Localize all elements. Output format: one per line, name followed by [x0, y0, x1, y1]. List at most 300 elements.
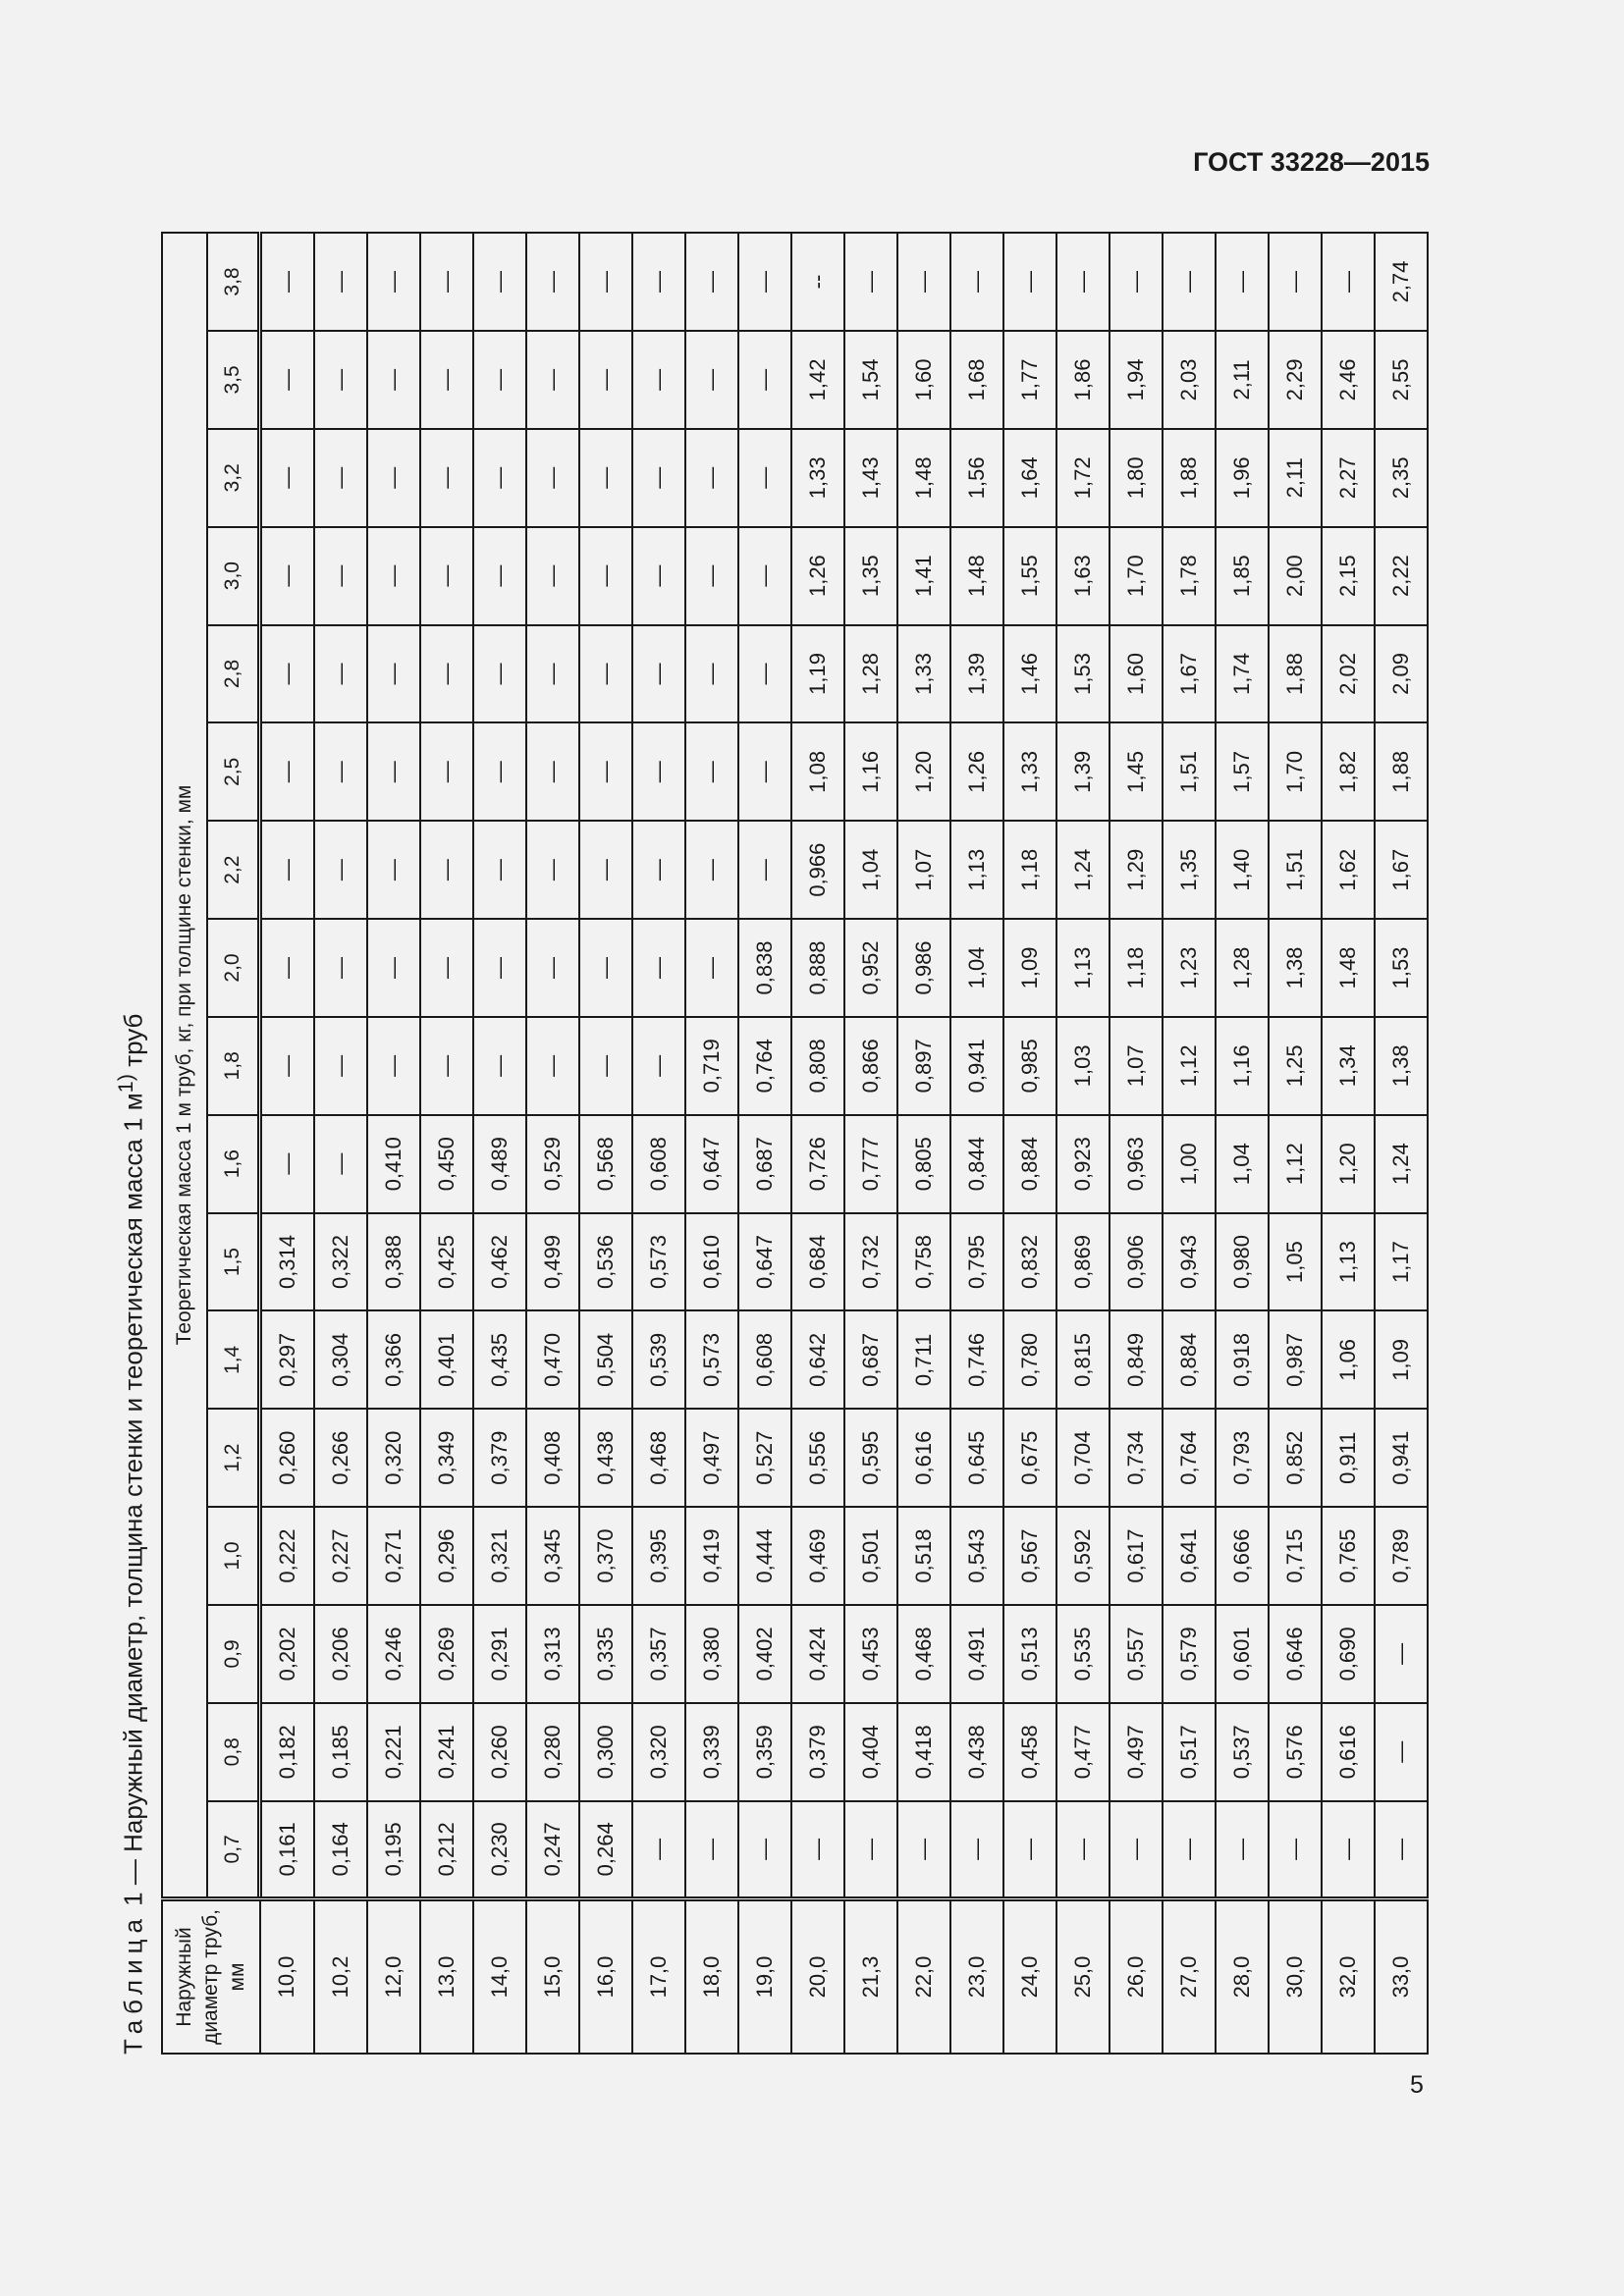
mass-cell: —	[420, 1017, 473, 1115]
thickness-header-cell: 0,8	[207, 1703, 260, 1801]
mass-cell: 0,764	[738, 1017, 791, 1115]
table-row	[897, 233, 950, 2054]
mass-cell: 1,88	[1163, 429, 1216, 527]
mass-cell: —	[844, 233, 897, 331]
mass-cell: 0,489	[473, 1115, 526, 1213]
mass-cell: 0,765	[1322, 1507, 1375, 1605]
mass-cell: —	[897, 1801, 950, 1899]
mass-cell: 0,366	[367, 1310, 420, 1409]
mass-cell: —	[632, 233, 685, 331]
mass-cell: —	[791, 1801, 844, 1899]
mass-cell: 0,573	[685, 1310, 738, 1409]
mass-cell: 1,48	[950, 527, 1003, 625]
diameter-cell: 22,0	[897, 1899, 950, 2055]
mass-cell: —	[420, 821, 473, 919]
mass-cell: 1,67	[1163, 625, 1216, 723]
mass-cell: —	[420, 625, 473, 723]
thickness-header-cell: 1,0	[207, 1507, 260, 1605]
mass-cell: —	[473, 821, 526, 919]
mass-cell: 0,579	[1163, 1605, 1216, 1703]
mass-cell: —	[314, 1017, 367, 1115]
mass-cell: 1,13	[1322, 1213, 1375, 1311]
mass-cell: 0,980	[1216, 1213, 1269, 1311]
mass-cell: 0,438	[579, 1409, 632, 1507]
mass-cell: 0,402	[738, 1605, 791, 1703]
table-row	[314, 233, 367, 2054]
mass-cell: 1,64	[1003, 429, 1056, 527]
mass-cell: 1,40	[1216, 821, 1269, 919]
mass-cell: 1,35	[1163, 821, 1216, 919]
mass-cell: —	[950, 1801, 1003, 1899]
mass-cell: 0,222	[260, 1507, 315, 1605]
mass-cell: —	[1110, 1801, 1163, 1899]
mass-cell: —	[1056, 1801, 1110, 1899]
mass-cell: —	[420, 919, 473, 1017]
mass-cell: —	[314, 233, 367, 331]
thickness-header-cell: 1,2	[207, 1409, 260, 1507]
mass-cell: 0,418	[897, 1703, 950, 1801]
mass-cell: 1,34	[1322, 1017, 1375, 1115]
mass-cell: 1,62	[1322, 821, 1375, 919]
mass-cell: 0,266	[314, 1409, 367, 1507]
table-row	[473, 233, 526, 2054]
mass-cell: 0,271	[367, 1507, 420, 1605]
mass-cell: —	[473, 527, 526, 625]
mass-cell: —	[685, 919, 738, 1017]
mass-cell: —	[314, 722, 367, 821]
mass-cell: —	[526, 331, 579, 429]
mass-cell: 0,260	[260, 1409, 315, 1507]
mass-cell: 0,357	[632, 1605, 685, 1703]
mass-cell: —	[632, 1801, 685, 1899]
mass-cell: 0,666	[1216, 1507, 1269, 1605]
mass-cell: 0,499	[526, 1213, 579, 1311]
mass-cell: 0,247	[526, 1801, 579, 1899]
diameter-cell: 17,0	[632, 1899, 685, 2055]
mass-cell: 1,68	[950, 331, 1003, 429]
mass-cell: 0,732	[844, 1213, 897, 1311]
mass-cell: 0,497	[1110, 1703, 1163, 1801]
mass-cell: 0,941	[950, 1017, 1003, 1115]
mass-cell: 0,592	[1056, 1507, 1110, 1605]
mass-cell: 0,617	[1110, 1507, 1163, 1605]
mass-cell: 0,291	[473, 1605, 526, 1703]
mass-cell: 2,46	[1322, 331, 1375, 429]
mass-cell: 0,647	[685, 1115, 738, 1213]
thickness-header-cell: 3,8	[207, 233, 260, 331]
mass-cell: 1,13	[1056, 919, 1110, 1017]
mass-cell: —	[526, 1017, 579, 1115]
caption-label: Таблица	[118, 1913, 148, 2055]
mass-cell: —	[1216, 233, 1269, 331]
diameter-cell: 32,0	[1322, 1899, 1375, 2055]
mass-cell: 1,60	[1110, 625, 1163, 723]
mass-cell: 0,513	[1003, 1605, 1056, 1703]
table-row	[950, 233, 1003, 2054]
mass-cell: —	[685, 527, 738, 625]
mass-cell: 1,67	[1375, 821, 1428, 919]
mass-cell: —	[526, 625, 579, 723]
mass-cell: 0,444	[738, 1507, 791, 1605]
mass-cell: —	[738, 625, 791, 723]
mass-cell: 0,687	[844, 1310, 897, 1409]
mass-cell: —	[632, 331, 685, 429]
mass-cell: —	[632, 919, 685, 1017]
mass-cell: 0,182	[260, 1703, 315, 1801]
mass-cell: —	[579, 331, 632, 429]
mass-cell: —	[260, 1115, 315, 1213]
mass-cell: 0,297	[260, 1310, 315, 1409]
mass-cell: 0,537	[1216, 1703, 1269, 1801]
mass-cell: 0,573	[632, 1213, 685, 1311]
thickness-header-cell: 3,5	[207, 331, 260, 429]
mass-cell: —	[473, 919, 526, 1017]
mass-cell: 0,370	[579, 1507, 632, 1605]
mass-cell: 0,986	[897, 919, 950, 1017]
mass-cell: 1,46	[1003, 625, 1056, 723]
mass-cell: 2,11	[1216, 331, 1269, 429]
mass-cell: 0,568	[579, 1115, 632, 1213]
mass-cell: 1,70	[1269, 722, 1322, 821]
mass-cell: 0,746	[950, 1310, 1003, 1409]
table-row	[685, 233, 738, 2054]
mass-cell: 0,349	[420, 1409, 473, 1507]
mass-cell: 0,313	[526, 1605, 579, 1703]
mass-cell: 1,39	[950, 625, 1003, 723]
mass-cell: 1,43	[844, 429, 897, 527]
mass-cell: 1,04	[844, 821, 897, 919]
mass-cell: 0,339	[685, 1703, 738, 1801]
mass-cell: —	[738, 821, 791, 919]
mass-cell: —	[579, 1017, 632, 1115]
thickness-header-row	[207, 233, 260, 2054]
mass-cell: —	[260, 429, 315, 527]
mass-cell: 1,78	[1163, 527, 1216, 625]
diameter-cell: 18,0	[685, 1899, 738, 2055]
mass-cell: 0,468	[897, 1605, 950, 1703]
mass-cell: —	[473, 331, 526, 429]
mass-cell: 0,404	[844, 1703, 897, 1801]
mass-cell: —	[579, 429, 632, 527]
mass-cell: —	[526, 919, 579, 1017]
mass-cell: —	[1003, 233, 1056, 331]
mass-cell: 1,51	[1269, 821, 1322, 919]
mass-cell: 0,844	[950, 1115, 1003, 1213]
mass-cell: —	[473, 429, 526, 527]
mass-cell: 0,518	[897, 1507, 950, 1605]
mass-cell: 1,18	[1003, 821, 1056, 919]
mass-cell: 0,401	[420, 1310, 473, 1409]
mass-cell: —	[579, 919, 632, 1017]
mass-cell: 2,22	[1375, 527, 1428, 625]
mass-cell: 0,320	[367, 1409, 420, 1507]
mass-cell: —	[738, 527, 791, 625]
mass-cell: 0,647	[738, 1213, 791, 1311]
mass-cell: 0,795	[950, 1213, 1003, 1311]
diameter-cell: 21,3	[844, 1899, 897, 2055]
mass-cell: —	[367, 331, 420, 429]
mass-cell: 1,19	[791, 625, 844, 723]
thickness-header-cell: 2,2	[207, 821, 260, 919]
table-row	[738, 233, 791, 2054]
mass-cell: 0,527	[738, 1409, 791, 1507]
mass-cell: 1,07	[1110, 1017, 1163, 1115]
mass-cell: —	[632, 527, 685, 625]
mass-cell: 1,24	[1056, 821, 1110, 919]
mass-cell: —	[738, 233, 791, 331]
mass-cell: —	[579, 821, 632, 919]
mass-cell: —	[844, 1801, 897, 1899]
mass-cell: —	[632, 429, 685, 527]
mass-cell: 0,832	[1003, 1213, 1056, 1311]
mass-cell: 1,16	[1216, 1017, 1269, 1115]
mass-cell: 1,18	[1110, 919, 1163, 1017]
mass-cell: 0,815	[1056, 1310, 1110, 1409]
mass-cell: 0,195	[367, 1801, 420, 1899]
mass-cell: —	[473, 722, 526, 821]
mass-cell: 2,11	[1269, 429, 1322, 527]
mass-cell: 0,616	[1322, 1703, 1375, 1801]
table-row	[420, 233, 473, 2054]
mass-cell: —	[526, 527, 579, 625]
mass-cell: 0,504	[579, 1310, 632, 1409]
thickness-header-cell: 3,2	[207, 429, 260, 527]
mass-cell: 1,48	[897, 429, 950, 527]
mass-cell: 0,469	[791, 1507, 844, 1605]
mass-cell: 1,08	[791, 722, 844, 821]
mass-cell: 1,06	[1322, 1310, 1375, 1409]
mass-cell: 0,608	[738, 1310, 791, 1409]
mass-cell: —	[579, 527, 632, 625]
mass-cell: 0,805	[897, 1115, 950, 1213]
mass-cell: 0,280	[526, 1703, 579, 1801]
mass-cell: 0,852	[1269, 1409, 1322, 1507]
mass-cell: —	[260, 1017, 315, 1115]
diameter-cell: 15,0	[526, 1899, 579, 2055]
mass-cell: 0,314	[260, 1213, 315, 1311]
mass-cell: —	[260, 625, 315, 723]
rotated-table-block	[106, 232, 1429, 2055]
diameter-cell: 23,0	[950, 1899, 1003, 2055]
mass-cell: 1,28	[1216, 919, 1269, 1017]
mass-cell: —	[1322, 1801, 1375, 1899]
mass-cell: —	[473, 1017, 526, 1115]
mass-cell: 0,646	[1269, 1605, 1322, 1703]
mass-cell: 1,26	[791, 527, 844, 625]
mass-cell: 0,641	[1163, 1507, 1216, 1605]
mass-cell: 0,425	[420, 1213, 473, 1311]
mass-cell: 0,359	[738, 1703, 791, 1801]
mass-cell: 1,53	[1056, 625, 1110, 723]
mass-cell: —	[420, 331, 473, 429]
diameter-cell: 27,0	[1163, 1899, 1216, 2055]
mass-cell: 0,379	[791, 1703, 844, 1801]
thickness-header-cell: 1,6	[207, 1115, 260, 1213]
mass-cell: —	[1269, 233, 1322, 331]
mass-cell: —	[420, 429, 473, 527]
mass-cell: 1,33	[1003, 722, 1056, 821]
mass-cell: 0,161	[260, 1801, 315, 1899]
mass-cell: 0,230	[473, 1801, 526, 1899]
table-caption	[106, 232, 161, 2055]
mass-cell: —	[260, 527, 315, 625]
mass-cell: --	[791, 233, 844, 331]
diameter-cell: 26,0	[1110, 1899, 1163, 2055]
table-row	[791, 233, 844, 2054]
mass-cell: 1,53	[1375, 919, 1428, 1017]
mass-cell: 1,38	[1375, 1017, 1428, 1115]
mass-cell: 0,260	[473, 1703, 526, 1801]
mass-cell: 0,918	[1216, 1310, 1269, 1409]
mass-cell: 1,51	[1163, 722, 1216, 821]
mass-cell: 0,424	[791, 1605, 844, 1703]
mass-cell: —	[473, 625, 526, 723]
mass-cell: 1,88	[1269, 625, 1322, 723]
diameter-cell: 28,0	[1216, 1899, 1269, 2055]
mass-cell: 0,690	[1322, 1605, 1375, 1703]
mass-cell: —	[314, 919, 367, 1017]
mass-cell: 2,55	[1375, 331, 1428, 429]
mass-cell: —	[632, 625, 685, 723]
mass-cell: 2,09	[1375, 625, 1428, 723]
mass-cell: —	[420, 233, 473, 331]
mass-cell: 0,221	[367, 1703, 420, 1801]
mass-cell: 1,94	[1110, 331, 1163, 429]
mass-cell: —	[367, 429, 420, 527]
mass-cell: —	[738, 331, 791, 429]
mass-cell: —	[314, 625, 367, 723]
mass-cell: 0,517	[1163, 1703, 1216, 1801]
mass-cell: 0,164	[314, 1801, 367, 1899]
mass-cell: 0,715	[1269, 1507, 1322, 1605]
mass-cell: 0,711	[897, 1310, 950, 1409]
mass-cell: —	[367, 821, 420, 919]
mass-cell: —	[314, 331, 367, 429]
mass-cell: 1,20	[897, 722, 950, 821]
mass-cell: 0,869	[1056, 1213, 1110, 1311]
mass-cell: 0,952	[844, 919, 897, 1017]
mass-cell: 0,943	[1163, 1213, 1216, 1311]
mass-cell: 2,03	[1163, 331, 1216, 429]
mass-cell: —	[473, 233, 526, 331]
mass-cell: 0,321	[473, 1507, 526, 1605]
thickness-header-cell: 2,5	[207, 722, 260, 821]
mass-cell: 0,320	[632, 1703, 685, 1801]
table-row	[260, 233, 315, 2054]
mass-cell: 0,601	[1216, 1605, 1269, 1703]
mass-cell: 1,86	[1056, 331, 1110, 429]
mass-cell: 0,408	[526, 1409, 579, 1507]
mass-cell: —	[685, 722, 738, 821]
mass-cell: 1,09	[1003, 919, 1056, 1017]
mass-cell: 0,987	[1269, 1310, 1322, 1409]
mass-cell: —	[1216, 1801, 1269, 1899]
diameter-cell: 10,2	[314, 1899, 367, 2055]
diameter-cell: 10,0	[260, 1899, 315, 2055]
mass-cell: 1,03	[1056, 1017, 1110, 1115]
mass-cell: 0,543	[950, 1507, 1003, 1605]
mass-cell: 1,13	[950, 821, 1003, 919]
mass-cell: 0,985	[1003, 1017, 1056, 1115]
mass-cell: —	[632, 722, 685, 821]
mass-cell: 1,80	[1110, 429, 1163, 527]
diameter-cell: 30,0	[1269, 1899, 1322, 2055]
diameter-header: Наружный диаметр труб, мм	[162, 1899, 260, 2055]
mass-cell: 1,26	[950, 722, 1003, 821]
caption-text: 1 — Наружный диаметр, толщина стенки и теоретическая масса 1 м	[118, 1093, 148, 1906]
mass-cell: —	[632, 821, 685, 919]
mass-cell: 0,202	[260, 1605, 315, 1703]
mass-cell: —	[1163, 233, 1216, 331]
mass-cell: 1,17	[1375, 1213, 1428, 1311]
mass-cell: 0,888	[791, 919, 844, 1017]
mass-cell: —	[685, 331, 738, 429]
mass-cell: 0,704	[1056, 1409, 1110, 1507]
table-row	[632, 233, 685, 2054]
mass-cell: —	[526, 722, 579, 821]
mass-cell: 0,849	[1110, 1310, 1163, 1409]
mass-cell: 0,435	[473, 1310, 526, 1409]
mass-cell: —	[1056, 233, 1110, 331]
mass-cell: 0,808	[791, 1017, 844, 1115]
mass-cell: 0,264	[579, 1801, 632, 1899]
mass-cell: 0,491	[950, 1605, 1003, 1703]
mass-cell: —	[738, 722, 791, 821]
mass-cell: 0,380	[685, 1605, 738, 1703]
mass-cell: 0,966	[791, 821, 844, 919]
mass-cell: 0,556	[791, 1409, 844, 1507]
diameter-cell: 25,0	[1056, 1899, 1110, 2055]
mass-cell: 0,206	[314, 1605, 367, 1703]
diameter-cell: 13,0	[420, 1899, 473, 2055]
mass-cell: —	[314, 429, 367, 527]
mass-cell: 0,567	[1003, 1507, 1056, 1605]
mass-cell: 0,923	[1056, 1115, 1110, 1213]
table-row	[1322, 233, 1375, 2054]
mass-cell: —	[420, 527, 473, 625]
mass-cell: 2,74	[1375, 233, 1428, 331]
mass-cell: 1,20	[1322, 1115, 1375, 1213]
mass-group-header: Теоретическая масса 1 м труб, кг, при толщине стенки, мм	[162, 233, 207, 1899]
mass-cell: 0,616	[897, 1409, 950, 1507]
thickness-header-cell: 1,8	[207, 1017, 260, 1115]
mass-cell: 0,963	[1110, 1115, 1163, 1213]
mass-cell: 1,24	[1375, 1115, 1428, 1213]
mass-cell: —	[314, 1115, 367, 1213]
mass-cell: 0,906	[1110, 1213, 1163, 1311]
mass-cell: 0,642	[791, 1310, 844, 1409]
mass-cell: —	[1110, 233, 1163, 331]
mass-cell: 0,793	[1216, 1409, 1269, 1507]
table-row	[1163, 233, 1216, 2054]
mass-cell: 1,09	[1375, 1310, 1428, 1409]
mass-cell: 1,56	[950, 429, 1003, 527]
mass-cell: 1,05	[1269, 1213, 1322, 1311]
mass-cell: 1,88	[1375, 722, 1428, 821]
mass-cell: 0,212	[420, 1801, 473, 1899]
mass-cell: 0,335	[579, 1605, 632, 1703]
mass-cell: 0,269	[420, 1605, 473, 1703]
mass-cell: 0,304	[314, 1310, 367, 1409]
mass-cell: 1,41	[897, 527, 950, 625]
mass-cell: —	[260, 722, 315, 821]
mass-cell: 0,884	[1163, 1310, 1216, 1409]
thickness-header-cell: 0,9	[207, 1605, 260, 1703]
mass-cell: —	[260, 821, 315, 919]
mass-cell: —	[314, 821, 367, 919]
mass-cell: 0,645	[950, 1409, 1003, 1507]
mass-cell: 0,535	[1056, 1605, 1110, 1703]
